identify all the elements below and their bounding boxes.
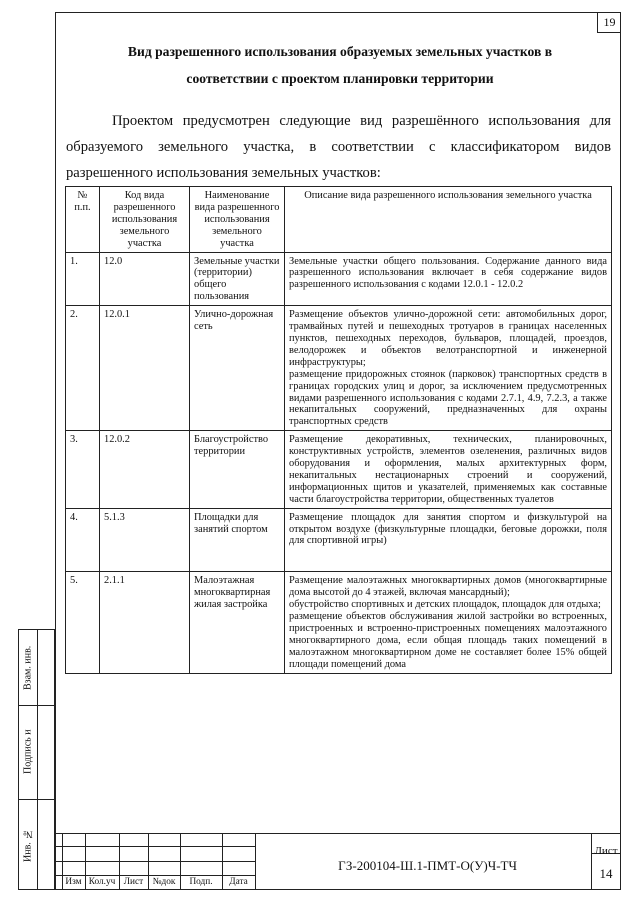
sidebar-label-replace-inv: Взам. инв. — [22, 645, 34, 690]
row-description: Размещение декоративных, технических, планировочных, конструктивных устройств, элементов озеленения, различных видов оборудования и оформления, малых архитектурных форм, некапитальных нестационарных строений и сооружений, информационных щитов и указателей, применяемых как составные части благоустройства территории, общественных туалетов — [285, 431, 612, 508]
stamp-line — [55, 833, 621, 834]
stamp-line — [255, 833, 256, 890]
row-code: 12.0.2 — [100, 431, 190, 508]
section-title-line2: соответствии с проектом планировки территории — [186, 71, 494, 86]
intro-text: Проектом предусмотрен следующие вид разрешённого использования для образуемого земельного участка, в соответствии с классификатором видов разрешенного использования земельных участков: — [66, 113, 611, 181]
table-row — [66, 508, 612, 572]
stamp-col-signature: Подп. — [189, 877, 213, 887]
sidebar-label-signature: Подпись и — [22, 729, 34, 775]
stamp-col-change: Изм — [65, 877, 82, 887]
row-description: Земельные участки общего пользования. Содержание данного вида разрешенного использования включает в себя содержание видов разрешенного использования с кодами 12.0.1 - 12.0.2 — [285, 252, 612, 306]
sheet-number: 14 — [599, 866, 613, 881]
row-code: 5.1.3 — [100, 508, 190, 572]
section-title — [60, 38, 620, 92]
row-number: 3. — [66, 431, 100, 508]
sidebar-label-inv-number: Инв. № — [22, 828, 34, 862]
header-name: Наименование вида разрешенного использования земельного участка — [190, 187, 285, 253]
row-name: Благоустройство территории — [190, 431, 285, 508]
document-code: ГЗ-200104-Ш.1-ПМТ-О(У)Ч-ТЧ — [338, 858, 517, 873]
row-number: 1. — [66, 252, 100, 306]
header-code: Код вида разрешенного использования земельного участка — [100, 187, 190, 253]
header-description: Описание вида разрешенного использования земельного участка — [285, 187, 612, 253]
stamp-col-date: Дата — [229, 877, 248, 887]
land-use-table — [65, 186, 612, 674]
table-row — [66, 252, 612, 306]
table-header-row — [66, 187, 612, 253]
table-row — [66, 572, 612, 673]
approval-sidebar — [18, 629, 55, 890]
row-code: 12.0.1 — [100, 306, 190, 431]
intro-paragraph — [66, 108, 611, 186]
stamp-col-count: Кол.уч — [88, 877, 116, 887]
row-description: Размещение площадок для занятия спортом и физкультурой на открытом воздухе (физкультурные площадки, беговые дорожки, поля для спортивной игры) — [285, 508, 612, 572]
row-code: 2.1.1 — [100, 572, 190, 673]
row-description: Размещение малоэтажных многоквартирных домов (многоквартирные дома высотой до 4 этажей, включая мансардный); обустройство спортивных и детских площадок, площадок для отдыха; размещение объектов обслуживания жилой застройки во встроенных, пристроенных и встроенно-пристроенных помещениях малоэтажного многоквартирного дома, если общая площадь таких помещений в малоэтажном многоквартирном доме не составляет более 15% общей площади помещений дома — [285, 572, 612, 673]
stamp-col-sheet: Лист — [123, 877, 144, 887]
row-number: 2. — [66, 306, 100, 431]
header-number: № п.п. — [66, 187, 100, 253]
row-name: Улично-дорожная сеть — [190, 306, 285, 431]
page-number: 19 — [597, 12, 621, 33]
row-number: 4. — [66, 508, 100, 572]
row-description: Размещение объектов улично-дорожной сети: автомобильных дорог, трамвайных путей и пешеходных тротуаров в границах населенных пунктов, пешеходных переходов, бульваров, площадей, проездов, велодорожек и объектов велотранспортной и инженерной инфраструктуры; размещение придорожных стоянок (парковок) транспортных средств в границах городских улиц и дорог, за исключением предусмотренных видами разрешенного использования с кодами 2.7.1, 4.9, 7.2.3, а также некапитальных сооружений, предназначенных для охраны транспортных средств — [285, 306, 612, 431]
row-name: Земельные участки (территории) общего пользования — [190, 252, 285, 306]
section-title-line1: Вид разрешенного использования образуемых земельных участков в — [127, 44, 553, 59]
table-row — [66, 306, 612, 431]
table-row — [66, 431, 612, 508]
sheet-label: Лист — [594, 845, 618, 857]
sidebar-divider — [37, 630, 38, 889]
row-name: Площадки для занятий спортом — [190, 508, 285, 572]
stamp-col-docnum: №док — [152, 877, 176, 887]
row-name: Малоэтажная многоквартирная жилая застройка — [190, 572, 285, 673]
row-code: 12.0 — [100, 252, 190, 306]
row-number: 5. — [66, 572, 100, 673]
